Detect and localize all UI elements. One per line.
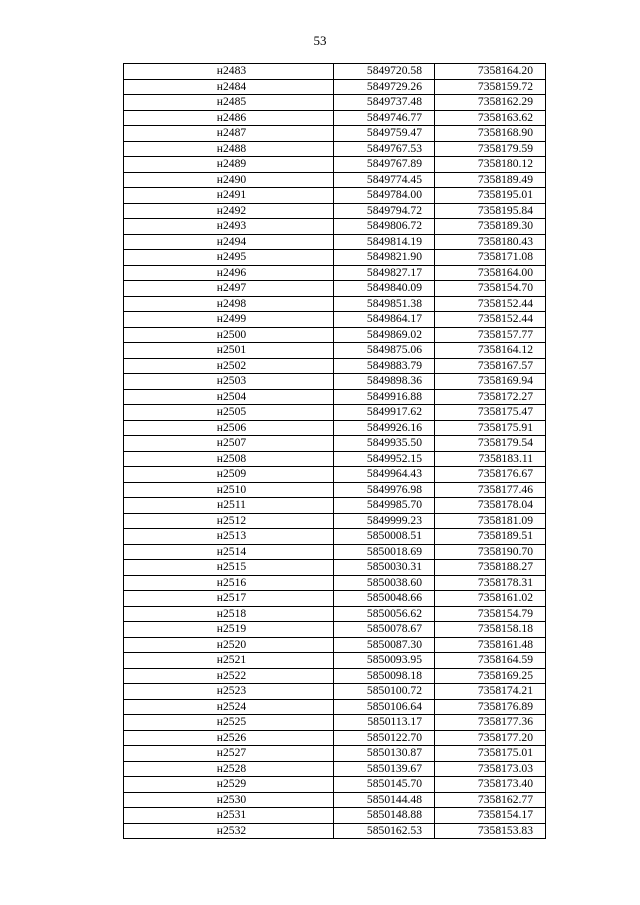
table-row — [124, 64, 546, 80]
x-coordinate-cell: 5849729.26 — [334, 79, 435, 95]
point-id-cell: н2489 — [124, 157, 334, 173]
x-coordinate-cell: 5849964.43 — [334, 467, 435, 483]
y-coordinate-cell: 7358169.25 — [435, 668, 546, 684]
table-row — [124, 622, 546, 638]
point-id-cell: н2483 — [124, 64, 334, 80]
x-coordinate-cell: 5850148.88 — [334, 808, 435, 824]
point-id-cell: н2491 — [124, 188, 334, 204]
table-row — [124, 467, 546, 483]
y-coordinate-cell: 7358181.09 — [435, 513, 546, 529]
y-coordinate-cell: 7358164.00 — [435, 265, 546, 281]
y-coordinate-cell: 7358164.59 — [435, 653, 546, 669]
y-coordinate-cell: 7358195.84 — [435, 203, 546, 219]
table-row — [124, 296, 546, 312]
table-row — [124, 637, 546, 653]
point-id-cell: н2518 — [124, 606, 334, 622]
x-coordinate-cell: 5849840.09 — [334, 281, 435, 297]
x-coordinate-cell: 5850113.17 — [334, 715, 435, 731]
point-id-cell: н2496 — [124, 265, 334, 281]
point-id-cell: н2530 — [124, 792, 334, 808]
y-coordinate-cell: 7358173.40 — [435, 777, 546, 793]
point-id-cell: н2504 — [124, 389, 334, 405]
table-row — [124, 715, 546, 731]
point-id-cell: н2528 — [124, 761, 334, 777]
x-coordinate-cell: 5849999.23 — [334, 513, 435, 529]
table-row — [124, 126, 546, 142]
point-id-cell: н2509 — [124, 467, 334, 483]
y-coordinate-cell: 7358174.21 — [435, 684, 546, 700]
x-coordinate-cell: 5850018.69 — [334, 544, 435, 560]
x-coordinate-cell: 5849926.16 — [334, 420, 435, 436]
y-coordinate-cell: 7358178.04 — [435, 498, 546, 514]
point-id-cell: н2514 — [124, 544, 334, 560]
table-row — [124, 281, 546, 297]
table-row — [124, 405, 546, 421]
y-coordinate-cell: 7358175.91 — [435, 420, 546, 436]
point-id-cell: н2532 — [124, 823, 334, 839]
table-row — [124, 203, 546, 219]
table-row — [124, 746, 546, 762]
x-coordinate-cell: 5850048.66 — [334, 591, 435, 607]
x-coordinate-cell: 5849864.17 — [334, 312, 435, 328]
x-coordinate-cell: 5849774.45 — [334, 172, 435, 188]
y-coordinate-cell: 7358189.51 — [435, 529, 546, 545]
point-id-cell: н2524 — [124, 699, 334, 715]
y-coordinate-cell: 7358195.01 — [435, 188, 546, 204]
y-coordinate-cell: 7358175.01 — [435, 746, 546, 762]
x-coordinate-cell: 5850056.62 — [334, 606, 435, 622]
table-row — [124, 265, 546, 281]
table-row — [124, 374, 546, 390]
y-coordinate-cell: 7358167.57 — [435, 358, 546, 374]
point-id-cell: н2500 — [124, 327, 334, 343]
page-number: 53 — [313, 33, 327, 48]
x-coordinate-cell: 5849869.02 — [334, 327, 435, 343]
table-row — [124, 823, 546, 839]
y-coordinate-cell: 7358177.20 — [435, 730, 546, 746]
table-row — [124, 792, 546, 808]
table-row — [124, 684, 546, 700]
y-coordinate-cell: 7358180.43 — [435, 234, 546, 250]
point-id-cell: н2531 — [124, 808, 334, 824]
table-row — [124, 312, 546, 328]
y-coordinate-cell: 7358179.59 — [435, 141, 546, 157]
x-coordinate-cell: 5849851.38 — [334, 296, 435, 312]
table-row — [124, 560, 546, 576]
x-coordinate-cell: 5850139.67 — [334, 761, 435, 777]
table-row — [124, 761, 546, 777]
point-id-cell: н2486 — [124, 110, 334, 126]
x-coordinate-cell: 5849814.19 — [334, 234, 435, 250]
point-id-cell: н2501 — [124, 343, 334, 359]
x-coordinate-cell: 5849737.48 — [334, 95, 435, 111]
x-coordinate-cell: 5849827.17 — [334, 265, 435, 281]
table-row — [124, 591, 546, 607]
point-id-cell: н2494 — [124, 234, 334, 250]
point-id-cell: н2520 — [124, 637, 334, 653]
table-row — [124, 420, 546, 436]
point-id-cell: н2511 — [124, 498, 334, 514]
y-coordinate-cell: 7358173.03 — [435, 761, 546, 777]
y-coordinate-cell: 7358190.70 — [435, 544, 546, 560]
y-coordinate-cell: 7358176.89 — [435, 699, 546, 715]
y-coordinate-cell: 7358164.12 — [435, 343, 546, 359]
point-id-cell: н2506 — [124, 420, 334, 436]
y-coordinate-cell: 7358161.48 — [435, 637, 546, 653]
y-coordinate-cell: 7358157.77 — [435, 327, 546, 343]
y-coordinate-cell: 7358162.29 — [435, 95, 546, 111]
x-coordinate-cell: 5849976.98 — [334, 482, 435, 498]
y-coordinate-cell: 7358164.20 — [435, 64, 546, 80]
x-coordinate-cell: 5849767.53 — [334, 141, 435, 157]
point-id-cell: н2527 — [124, 746, 334, 762]
table-row — [124, 606, 546, 622]
point-id-cell: н2493 — [124, 219, 334, 235]
y-coordinate-cell: 7358154.70 — [435, 281, 546, 297]
point-id-cell: н2519 — [124, 622, 334, 638]
x-coordinate-cell: 5850144.48 — [334, 792, 435, 808]
point-id-cell: н2526 — [124, 730, 334, 746]
point-id-cell: н2513 — [124, 529, 334, 545]
table-row — [124, 575, 546, 591]
table-row — [124, 482, 546, 498]
y-coordinate-cell: 7358169.94 — [435, 374, 546, 390]
y-coordinate-cell: 7358163.62 — [435, 110, 546, 126]
y-coordinate-cell: 7358180.12 — [435, 157, 546, 173]
x-coordinate-cell: 5850008.51 — [334, 529, 435, 545]
x-coordinate-cell: 5849916.88 — [334, 389, 435, 405]
point-id-cell: н2515 — [124, 560, 334, 576]
x-coordinate-cell: 5850087.30 — [334, 637, 435, 653]
y-coordinate-cell: 7358152.44 — [435, 296, 546, 312]
y-coordinate-cell: 7358175.47 — [435, 405, 546, 421]
point-id-cell: н2490 — [124, 172, 334, 188]
table-row — [124, 699, 546, 715]
table-row — [124, 653, 546, 669]
point-id-cell: н2484 — [124, 79, 334, 95]
table-row — [124, 668, 546, 684]
x-coordinate-cell: 5850100.72 — [334, 684, 435, 700]
x-coordinate-cell: 5849746.77 — [334, 110, 435, 126]
table-row — [124, 358, 546, 374]
point-id-cell: н2485 — [124, 95, 334, 111]
table-row — [124, 513, 546, 529]
x-coordinate-cell: 5849935.50 — [334, 436, 435, 452]
table-row — [124, 157, 546, 173]
table-row — [124, 436, 546, 452]
point-id-cell: н2523 — [124, 684, 334, 700]
coordinates-table-body — [124, 64, 546, 839]
x-coordinate-cell: 5849784.00 — [334, 188, 435, 204]
point-id-cell: н2497 — [124, 281, 334, 297]
table-row — [124, 327, 546, 343]
x-coordinate-cell: 5850122.70 — [334, 730, 435, 746]
y-coordinate-cell: 7358177.36 — [435, 715, 546, 731]
table-row — [124, 451, 546, 467]
x-coordinate-cell: 5850098.18 — [334, 668, 435, 684]
table-row — [124, 529, 546, 545]
y-coordinate-cell: 7358153.83 — [435, 823, 546, 839]
point-id-cell: н2507 — [124, 436, 334, 452]
x-coordinate-cell: 5849917.62 — [334, 405, 435, 421]
table-row — [124, 141, 546, 157]
point-id-cell: н2488 — [124, 141, 334, 157]
y-coordinate-cell: 7358189.49 — [435, 172, 546, 188]
table-row — [124, 172, 546, 188]
point-id-cell: н2508 — [124, 451, 334, 467]
table-row — [124, 730, 546, 746]
table-row — [124, 498, 546, 514]
y-coordinate-cell: 7358161.02 — [435, 591, 546, 607]
table-row — [124, 95, 546, 111]
x-coordinate-cell: 5849952.15 — [334, 451, 435, 467]
x-coordinate-cell: 5850106.64 — [334, 699, 435, 715]
y-coordinate-cell: 7358171.08 — [435, 250, 546, 266]
x-coordinate-cell: 5849898.36 — [334, 374, 435, 390]
x-coordinate-cell: 5850093.95 — [334, 653, 435, 669]
y-coordinate-cell: 7358176.67 — [435, 467, 546, 483]
y-coordinate-cell: 7358152.44 — [435, 312, 546, 328]
point-id-cell: н2495 — [124, 250, 334, 266]
point-id-cell: н2522 — [124, 668, 334, 684]
y-coordinate-cell: 7358154.79 — [435, 606, 546, 622]
x-coordinate-cell: 5849985.70 — [334, 498, 435, 514]
y-coordinate-cell: 7358168.90 — [435, 126, 546, 142]
point-id-cell: н2505 — [124, 405, 334, 421]
table-row — [124, 808, 546, 824]
y-coordinate-cell: 7358183.11 — [435, 451, 546, 467]
y-coordinate-cell: 7358189.30 — [435, 219, 546, 235]
table-row — [124, 250, 546, 266]
x-coordinate-cell: 5849821.90 — [334, 250, 435, 266]
x-coordinate-cell: 5850162.53 — [334, 823, 435, 839]
point-id-cell: н2510 — [124, 482, 334, 498]
point-id-cell: н2529 — [124, 777, 334, 793]
table-row — [124, 234, 546, 250]
point-id-cell: н2487 — [124, 126, 334, 142]
point-id-cell: н2492 — [124, 203, 334, 219]
point-id-cell: н2498 — [124, 296, 334, 312]
point-id-cell: н2502 — [124, 358, 334, 374]
y-coordinate-cell: 7358158.18 — [435, 622, 546, 638]
point-id-cell: н2521 — [124, 653, 334, 669]
x-coordinate-cell: 5850130.87 — [334, 746, 435, 762]
y-coordinate-cell: 7358159.72 — [435, 79, 546, 95]
y-coordinate-cell: 7358162.77 — [435, 792, 546, 808]
point-id-cell: н2516 — [124, 575, 334, 591]
x-coordinate-cell: 5849875.06 — [334, 343, 435, 359]
x-coordinate-cell: 5849759.47 — [334, 126, 435, 142]
point-id-cell: н2517 — [124, 591, 334, 607]
table-row — [124, 219, 546, 235]
x-coordinate-cell: 5850145.70 — [334, 777, 435, 793]
table-row — [124, 777, 546, 793]
y-coordinate-cell: 7358177.46 — [435, 482, 546, 498]
y-coordinate-cell: 7358178.31 — [435, 575, 546, 591]
point-id-cell: н2512 — [124, 513, 334, 529]
table-row — [124, 110, 546, 126]
x-coordinate-cell: 5850030.31 — [334, 560, 435, 576]
y-coordinate-cell: 7358154.17 — [435, 808, 546, 824]
x-coordinate-cell: 5849794.72 — [334, 203, 435, 219]
x-coordinate-cell: 5849767.89 — [334, 157, 435, 173]
x-coordinate-cell: 5850038.60 — [334, 575, 435, 591]
table-row — [124, 544, 546, 560]
table-row — [124, 79, 546, 95]
x-coordinate-cell: 5850078.67 — [334, 622, 435, 638]
table-row — [124, 188, 546, 204]
x-coordinate-cell: 5849720.58 — [334, 64, 435, 80]
point-id-cell: н2503 — [124, 374, 334, 390]
y-coordinate-cell: 7358172.27 — [435, 389, 546, 405]
table-row — [124, 343, 546, 359]
y-coordinate-cell: 7358188.27 — [435, 560, 546, 576]
y-coordinate-cell: 7358179.54 — [435, 436, 546, 452]
x-coordinate-cell: 5849883.79 — [334, 358, 435, 374]
point-id-cell: н2525 — [124, 715, 334, 731]
coordinates-table — [123, 63, 546, 839]
table-row — [124, 389, 546, 405]
x-coordinate-cell: 5849806.72 — [334, 219, 435, 235]
point-id-cell: н2499 — [124, 312, 334, 328]
